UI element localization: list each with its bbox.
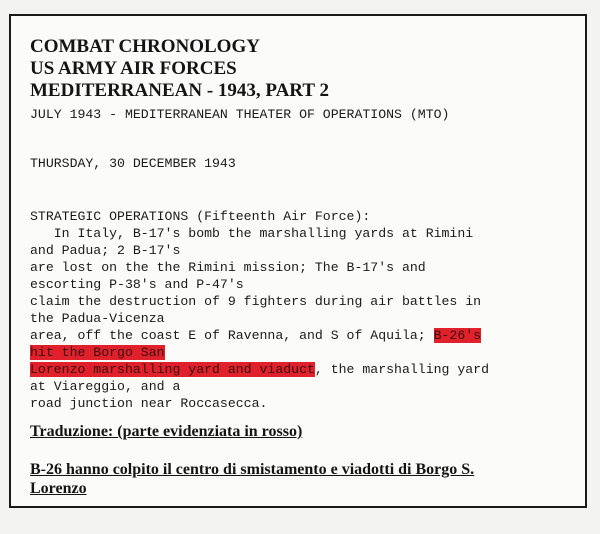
- date-line: THURSDAY, 30 DECEMBER 1943: [30, 156, 236, 171]
- body-line: , the marshalling yard: [314, 362, 490, 377]
- title-line-2: US ARMY AIR FORCES: [30, 58, 237, 79]
- document-frame: [9, 14, 587, 508]
- body-line: at Viareggio, and a: [30, 379, 181, 394]
- translation-line-1: B-26 hanno colpito il centro di smistamento e viadotti di Borgo S.: [30, 461, 475, 478]
- body-line: claim the destruction of 9 fighters during air battles in: [30, 294, 482, 309]
- body-line: the Padua-Vicenza: [30, 311, 165, 326]
- body-line: are lost on the the Rimini mission; The B-17's and: [30, 260, 426, 275]
- theater-line: JULY 1943 - MEDITERRANEAN THEATER OF OPERATIONS (MTO): [30, 107, 450, 122]
- body-line: road junction near Roccasecca.: [30, 396, 268, 411]
- body-line: and Padua; 2 B-17's: [30, 243, 181, 258]
- highlighted-text: hit the Borgo San: [30, 345, 165, 360]
- body-line: area, off the coast E of Ravenna, and S of Aquila;: [30, 328, 434, 343]
- title-line-3: MEDITERRANEAN - 1943, PART 2: [30, 80, 329, 101]
- section-heading: STRATEGIC OPERATIONS (Fifteenth Air Force):: [30, 209, 371, 224]
- highlighted-text: Lorenzo marshalling yard and viaduct: [30, 362, 315, 377]
- body-line: escorting P-38's and P-47's: [30, 277, 244, 292]
- title-line-1: COMBAT CHRONOLOGY: [30, 36, 260, 57]
- body-line: In Italy, B-17's bomb the marshalling yards at Rimini: [30, 226, 474, 241]
- highlighted-text: B-26's: [433, 328, 482, 343]
- translation-heading: Traduzione: (parte evidenziata in rosso): [30, 423, 303, 440]
- operations-text: [30, 208, 489, 412]
- translation-line-2: Lorenzo: [30, 480, 87, 497]
